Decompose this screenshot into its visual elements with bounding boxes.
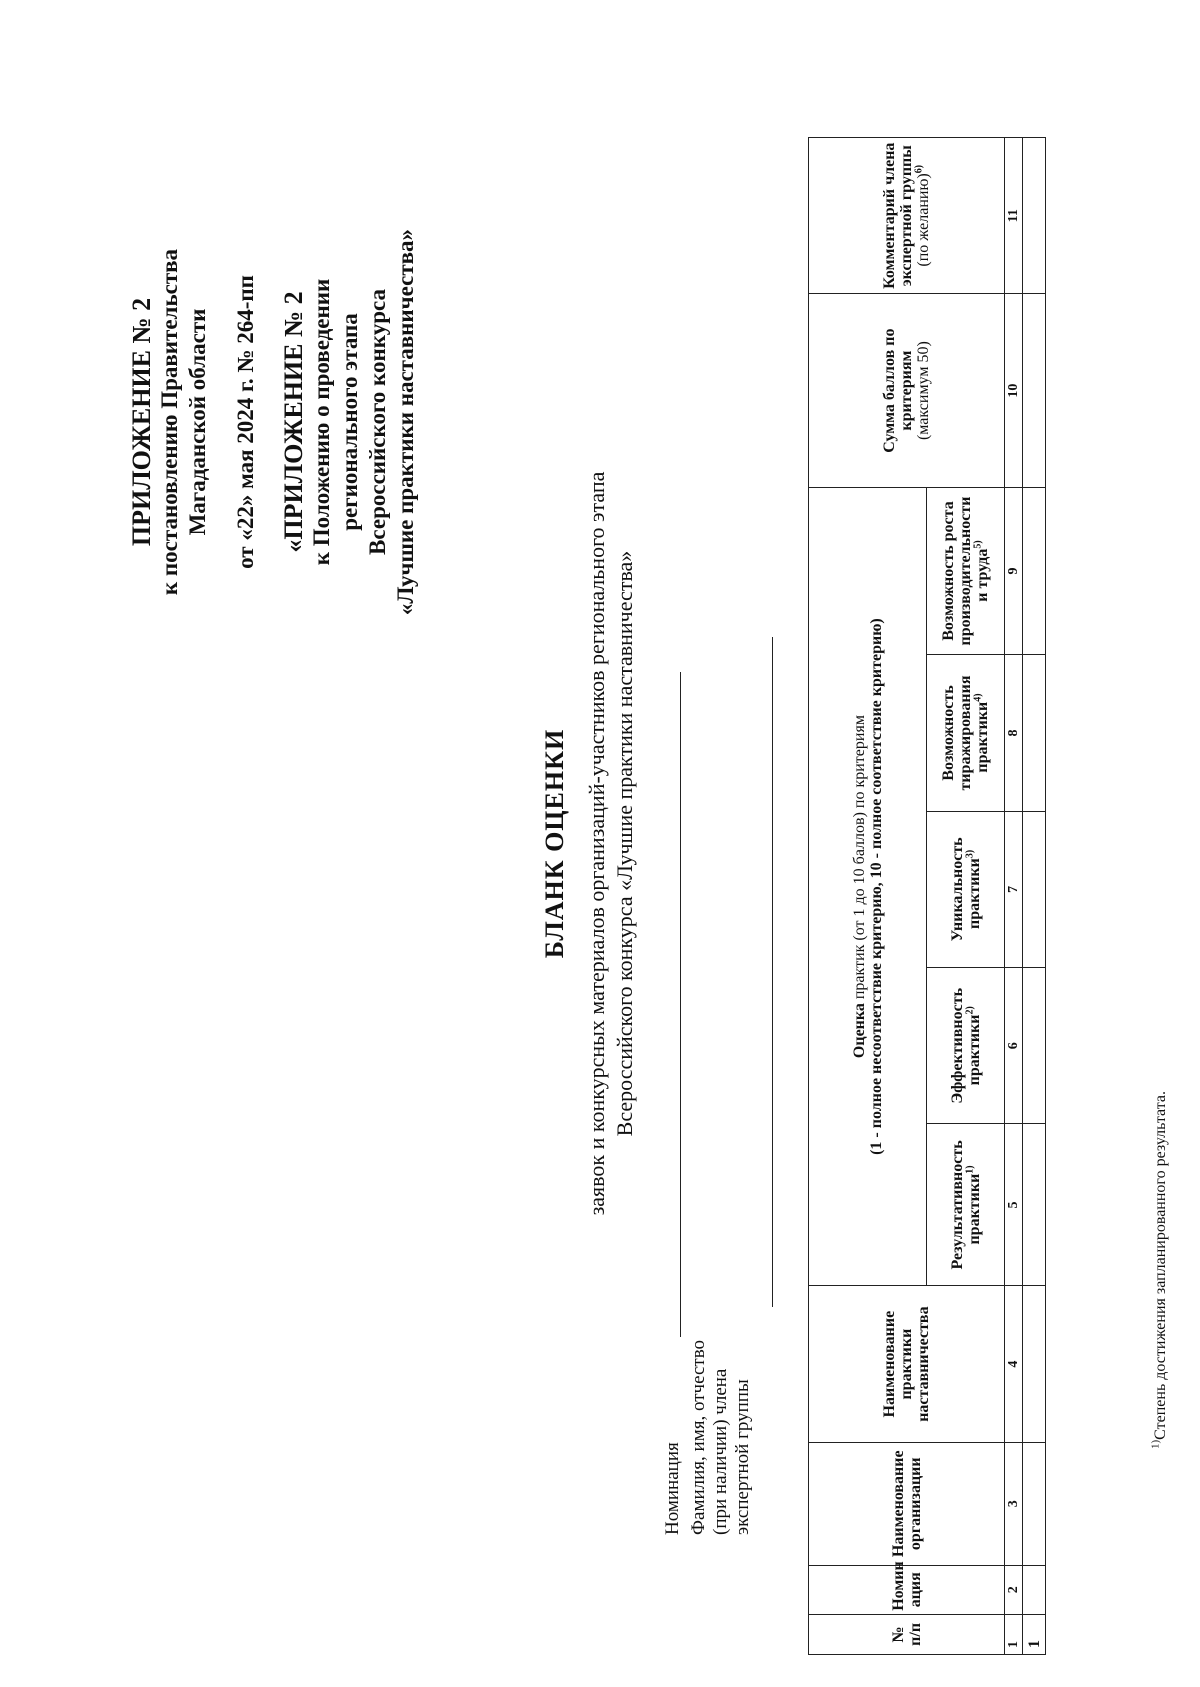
criterion-header: Возможность тиражирования практики$^{4)}$ xyxy=(927,655,1005,811)
empty-cell[interactable] xyxy=(1023,294,1046,487)
empty-cell[interactable] xyxy=(1023,487,1046,655)
criterion-header: Возможность роста производительности и труда$^{5)}$ xyxy=(927,487,1005,655)
appendix-line: регионального этапа xyxy=(337,313,362,531)
empty-cell[interactable] xyxy=(1023,655,1046,811)
criterion-header: Уникальность практики$^{3)}$ xyxy=(927,811,1005,967)
empty-cell[interactable] xyxy=(1023,1442,1046,1565)
column-number: 6 xyxy=(1005,968,1023,1124)
footnote-mark: 1) xyxy=(1149,1439,1162,1449)
row-number: 1 xyxy=(1023,1614,1046,1654)
nomination-field-line[interactable] xyxy=(680,672,681,1337)
col-header-sum xyxy=(809,294,1005,487)
evaluation-scale: (1 - полное несоответствие критерию, 10 - полное соответствие критерию) xyxy=(867,618,885,1155)
appendix-line: Всероссийского конкурса xyxy=(365,289,390,555)
evaluation-title-bold: Оценка xyxy=(850,1003,868,1059)
column-number: 1 xyxy=(1005,1614,1023,1654)
appendix-line: Магаданской области xyxy=(185,308,210,536)
empty-cell[interactable] xyxy=(1023,1565,1046,1614)
evaluation-table xyxy=(808,137,1046,1655)
empty-cell[interactable] xyxy=(1023,968,1046,1124)
appendix-line: к постановлению Правительства xyxy=(157,248,182,596)
appendix-header xyxy=(128,187,420,657)
column-number: 3 xyxy=(1005,1442,1023,1565)
footnote xyxy=(1149,1090,1170,1449)
column-number: 2 xyxy=(1005,1565,1023,1614)
evaluation-title-rest: практик (от 1 до 10 баллов) по критериям xyxy=(850,715,868,1000)
column-number: 11 xyxy=(1005,138,1023,294)
col-header-evaluation xyxy=(809,487,927,1286)
comment-label: Комментарий члена экспертной группы xyxy=(881,142,915,289)
table-row xyxy=(1023,138,1046,1655)
footnote-text: Степень достижения запланированного результата. xyxy=(1152,1090,1169,1440)
empty-cell[interactable] xyxy=(1023,1124,1046,1286)
expert-label: Фамилия, имя, отчество (при наличии) члена экспертной группы xyxy=(688,1339,753,1535)
column-number-row xyxy=(1005,138,1023,1655)
col-header-num: № п/п xyxy=(809,1614,1005,1654)
col-header-nomination: Номин ация xyxy=(809,1565,1005,1614)
sum-label: Сумма баллов по критериям xyxy=(881,328,915,453)
appendix-line: «ПРИЛОЖЕНИЕ № 2 xyxy=(279,291,308,553)
column-number: 4 xyxy=(1005,1286,1023,1442)
comment-note: (по желанию) xyxy=(915,173,932,267)
criterion-header: Результативность практики$^{1)}$ xyxy=(927,1124,1005,1286)
form-subtitle: Всероссийского конкурса «Лучшие практики наставничества» xyxy=(612,550,637,1137)
empty-cell[interactable] xyxy=(1023,1286,1046,1442)
nomination-label: Номинация xyxy=(662,1442,683,1535)
criterion-header: Эффективность практики$^{2)}$ xyxy=(927,968,1005,1124)
appendix-line: ПРИЛОЖЕНИЕ № 2 xyxy=(127,297,156,547)
column-number: 5 xyxy=(1005,1124,1023,1286)
column-number: 9 xyxy=(1005,487,1023,655)
form-title: БЛАНК ОЦЕНКИ xyxy=(540,728,569,959)
empty-cell[interactable] xyxy=(1023,811,1046,967)
form-subtitle: заявок и конкурсных материалов организаций-участников регионального этапа xyxy=(584,471,609,1216)
expert-field-line[interactable] xyxy=(772,637,773,1307)
appendix-line: от «22» мая 2024 г. № 264-пп xyxy=(233,275,258,569)
col-header-practice: Наименование практики наставничества xyxy=(809,1286,1005,1442)
appendix-line: «Лучшие практики наставничества» xyxy=(393,228,418,616)
comment-footnote-mark: 6) xyxy=(913,164,925,174)
col-header-organization: Наименование организации xyxy=(809,1442,1005,1565)
column-number: 8 xyxy=(1005,655,1023,811)
header-row xyxy=(809,138,927,1655)
empty-cell[interactable] xyxy=(1023,138,1046,294)
sum-note: (максимум 50) xyxy=(915,341,932,441)
column-number: 10 xyxy=(1005,294,1023,487)
column-number: 7 xyxy=(1005,811,1023,967)
col-header-comment xyxy=(809,138,1005,294)
appendix-line: к Положению о проведении xyxy=(309,278,334,566)
